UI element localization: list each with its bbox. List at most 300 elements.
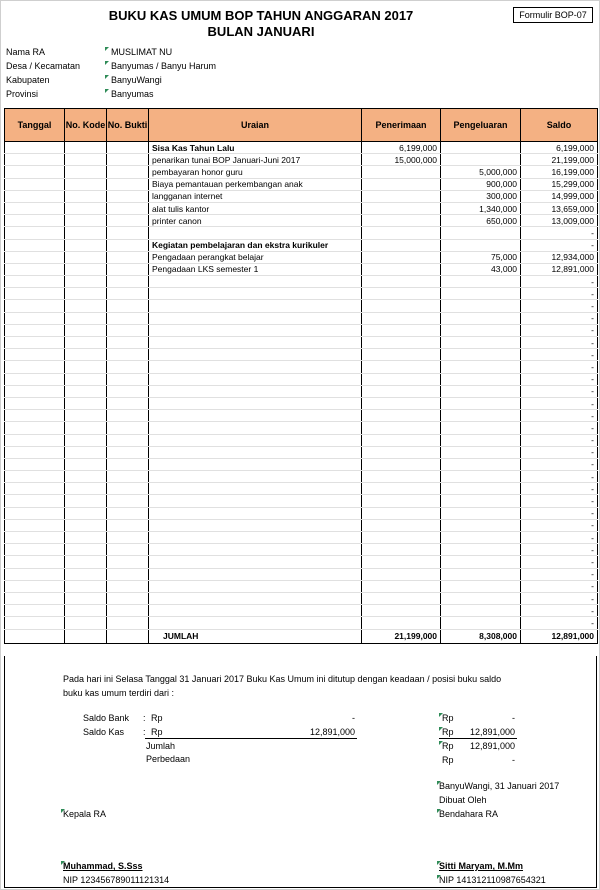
cell-flag-icon [105, 61, 109, 65]
table-row [5, 263, 598, 275]
saldo-bank-colon: : [143, 713, 146, 723]
cell-saldo: - [521, 495, 598, 507]
cell-pengeluaran [441, 385, 521, 397]
right-bank-value: - [512, 713, 515, 723]
cell-uraian: alat tulis kantor [149, 202, 362, 214]
right-kas-rp: Rp [442, 727, 454, 737]
info-label: Nama RA [6, 47, 46, 57]
info-label: Desa / Kecamatan [6, 61, 81, 71]
right-jumlah-rp: Rp [442, 741, 454, 751]
cell-tanggal [5, 605, 65, 617]
cell-saldo: 16,199,000 [521, 166, 598, 178]
cell-no-bukti [107, 324, 149, 336]
cell-pengeluaran: 43,000 [441, 263, 521, 275]
cell-no-kode [65, 605, 107, 617]
cell-uraian: langganan internet [149, 190, 362, 202]
cell-tanggal [5, 202, 65, 214]
cell-uraian [149, 532, 362, 544]
cell-uraian [149, 324, 362, 336]
cell-no-kode [65, 337, 107, 349]
saldo-bank-label: Saldo Bank [83, 713, 130, 723]
table-row [5, 385, 598, 397]
cell-no-kode [65, 385, 107, 397]
cell-penerimaan [362, 166, 441, 178]
cell-penerimaan [362, 300, 441, 312]
col-header-no-bukti: No. Bukti [107, 109, 149, 142]
left-role: Kepala RA [63, 809, 107, 819]
info-label: Provinsi [6, 89, 39, 99]
cell-tanggal [5, 422, 65, 434]
cell-uraian [149, 556, 362, 568]
cell-no-kode [65, 580, 107, 592]
cell-uraian: pembayaran honor guru [149, 166, 362, 178]
cell-tanggal [5, 483, 65, 495]
cell-no-bukti [107, 361, 149, 373]
cell-no-kode [65, 373, 107, 385]
cell-penerimaan [362, 337, 441, 349]
cell-pengeluaran [441, 337, 521, 349]
cell-saldo: 15,299,000 [521, 178, 598, 190]
cell-pengeluaran [441, 154, 521, 166]
cell-pengeluaran [441, 617, 521, 629]
cell-penerimaan [362, 580, 441, 592]
cell-penerimaan [362, 458, 441, 470]
cell-pengeluaran [441, 373, 521, 385]
cell-no-bukti [107, 446, 149, 458]
cell-no-bukti [107, 434, 149, 446]
cell-saldo: - [521, 410, 598, 422]
cell-tanggal [5, 276, 65, 288]
cell-penerimaan [362, 227, 441, 239]
document-subtitle: BULAN JANUARI [207, 24, 315, 39]
cell-penerimaan [362, 251, 441, 263]
total-penerimaan: 21,199,000 [362, 629, 441, 643]
cell-no-kode [65, 397, 107, 409]
cell-saldo: - [521, 288, 598, 300]
cell-no-bukti [107, 580, 149, 592]
cell-pengeluaran [441, 239, 521, 251]
cell-penerimaan [362, 422, 441, 434]
cell-no-kode [65, 568, 107, 580]
cell-penerimaan [362, 276, 441, 288]
cell-pengeluaran [441, 532, 521, 544]
cell-pengeluaran [441, 458, 521, 470]
cell-tanggal [5, 300, 65, 312]
cell-saldo: - [521, 519, 598, 531]
table-row [5, 300, 598, 312]
perbedaan-label: Perbedaan [146, 754, 191, 764]
cell-penerimaan [362, 349, 441, 361]
cell-penerimaan [362, 397, 441, 409]
cell-tanggal [5, 190, 65, 202]
cell-uraian [149, 519, 362, 531]
cell-tanggal [5, 178, 65, 190]
cell-penerimaan [362, 483, 441, 495]
cell-uraian: Pengadaan LKS semester 1 [149, 263, 362, 275]
cell-pengeluaran [441, 288, 521, 300]
table-row [5, 202, 598, 214]
cell-tanggal [5, 434, 65, 446]
table-row [5, 556, 598, 568]
cell-penerimaan [362, 507, 441, 519]
cell-pengeluaran: 5,000,000 [441, 166, 521, 178]
table-row [5, 324, 598, 336]
cell-no-bukti [107, 239, 149, 251]
cell-pengeluaran [441, 300, 521, 312]
cell-tanggal [5, 471, 65, 483]
cell-no-bukti [107, 568, 149, 580]
cell-no-kode [65, 202, 107, 214]
cell-uraian [149, 422, 362, 434]
info-value: BanyuWangi [111, 75, 162, 85]
cell-penerimaan [362, 373, 441, 385]
cell-saldo: 6,199,000 [521, 142, 598, 154]
table-row [5, 349, 598, 361]
cell-tanggal [5, 397, 65, 409]
cell-no-bukti [107, 410, 149, 422]
table-row [5, 154, 598, 166]
cell-pengeluaran [441, 507, 521, 519]
cell-pengeluaran [441, 422, 521, 434]
table-row [5, 568, 598, 580]
cell-no-bukti [107, 507, 149, 519]
cell-pengeluaran [441, 556, 521, 568]
cell-saldo: - [521, 592, 598, 604]
cell-penerimaan: 15,000,000 [362, 154, 441, 166]
cell-no-kode [65, 263, 107, 275]
table-row [5, 617, 598, 629]
saldo-kas-value: 12,891,000 [309, 727, 355, 737]
cell-no-bukti [107, 288, 149, 300]
table-row [5, 312, 598, 324]
cell-saldo: - [521, 544, 598, 556]
cell-no-kode [65, 142, 107, 154]
cell-saldo: - [521, 471, 598, 483]
cell-penerimaan [362, 592, 441, 604]
cell-no-kode [65, 251, 107, 263]
cell-no-bukti [107, 483, 149, 495]
cell-no-kode [65, 507, 107, 519]
cell-no-kode [65, 483, 107, 495]
cell-no-bukti [107, 166, 149, 178]
table-row [5, 532, 598, 544]
cell-no-kode [65, 592, 107, 604]
cell-tanggal [5, 337, 65, 349]
cell-tanggal [5, 532, 65, 544]
cell-penerimaan: 6,199,000 [362, 142, 441, 154]
cell-pengeluaran: 75,000 [441, 251, 521, 263]
table-row [5, 495, 598, 507]
cell-uraian: Kegiatan pembelajaran dan ekstra kurikuler [149, 239, 362, 251]
cell-tanggal [5, 617, 65, 629]
table-row [5, 592, 598, 604]
info-value: Banyumas [111, 89, 154, 99]
cell-penerimaan [362, 312, 441, 324]
cell-no-kode [65, 458, 107, 470]
cell-penerimaan [362, 471, 441, 483]
cell-saldo: - [521, 385, 598, 397]
cell-no-bukti [107, 385, 149, 397]
cell-tanggal [5, 580, 65, 592]
cell-saldo: - [521, 605, 598, 617]
info-label: Kabupaten [6, 75, 50, 85]
cell-penerimaan [362, 215, 441, 227]
table-row [5, 227, 598, 239]
cell-uraian [149, 227, 362, 239]
cell-saldo: - [521, 349, 598, 361]
cell-tanggal [5, 142, 65, 154]
cell-flag-icon [105, 47, 109, 51]
cell-no-bukti [107, 592, 149, 604]
saldo-kas-rp: Rp [151, 727, 163, 737]
right-jumlah-value: 12,891,000 [469, 741, 515, 751]
cell-tanggal [5, 312, 65, 324]
cell-pengeluaran [441, 397, 521, 409]
cell-no-bukti [107, 337, 149, 349]
cell-uraian [149, 544, 362, 556]
table-row [5, 239, 598, 251]
table-row [5, 434, 598, 446]
cell-no-kode [65, 434, 107, 446]
cell-saldo: - [521, 397, 598, 409]
cell-uraian [149, 300, 362, 312]
cell-no-kode [65, 519, 107, 531]
cell-tanggal [5, 373, 65, 385]
cell-tanggal [5, 215, 65, 227]
cell-penerimaan [362, 178, 441, 190]
cell-uraian [149, 373, 362, 385]
made-by-label: Dibuat Oleh [439, 795, 487, 805]
cell-tanggal [5, 166, 65, 178]
cell-uraian [149, 617, 362, 629]
cell-no-kode [65, 300, 107, 312]
table-row [5, 605, 598, 617]
cell-pengeluaran [441, 227, 521, 239]
cell-penerimaan [362, 617, 441, 629]
cell-saldo: - [521, 580, 598, 592]
table-row [5, 215, 598, 227]
cell-no-bukti [107, 312, 149, 324]
cash-book-table [4, 108, 598, 644]
table-row [5, 446, 598, 458]
cell-penerimaan [362, 544, 441, 556]
cell-pengeluaran [441, 434, 521, 446]
saldo-bank-rp: Rp [151, 713, 163, 723]
cell-pengeluaran [441, 410, 521, 422]
cell-uraian [149, 580, 362, 592]
cell-pengeluaran [441, 483, 521, 495]
cell-tanggal [5, 556, 65, 568]
cell-uraian [149, 495, 362, 507]
right-bank-rp: Rp [442, 713, 454, 723]
cell-tanggal [5, 324, 65, 336]
cell-pengeluaran [441, 471, 521, 483]
cell-saldo: 12,934,000 [521, 251, 598, 263]
cell-no-bukti [107, 251, 149, 263]
cell-penerimaan [362, 324, 441, 336]
cell-tanggal [5, 507, 65, 519]
cell-penerimaan [362, 190, 441, 202]
cell-tanggal [5, 154, 65, 166]
cell-penerimaan [362, 556, 441, 568]
cell-uraian: printer canon [149, 215, 362, 227]
cell-no-kode [65, 312, 107, 324]
cell-pengeluaran [441, 605, 521, 617]
cell-uraian: Pengadaan perangkat belajar [149, 251, 362, 263]
cell-no-kode [65, 544, 107, 556]
cell-pengeluaran [441, 349, 521, 361]
cell-tanggal [5, 385, 65, 397]
cell-no-bukti [107, 263, 149, 275]
cell-saldo: 21,199,000 [521, 154, 598, 166]
info-value: MUSLIMAT NU [111, 47, 173, 57]
cell-no-kode [65, 471, 107, 483]
cell-no-bukti [107, 471, 149, 483]
cell-no-kode [65, 288, 107, 300]
right-kas-value: 12,891,000 [469, 727, 515, 737]
cell-tanggal [5, 568, 65, 580]
place-date: BanyuWangi, 31 Januari 2017 [439, 781, 560, 791]
cell-saldo: - [521, 337, 598, 349]
cell-tanggal [5, 629, 65, 643]
cell-saldo: - [521, 312, 598, 324]
cell-saldo: - [521, 276, 598, 288]
col-header-tanggal: Tanggal [5, 109, 65, 142]
cell-no-bukti [107, 227, 149, 239]
cell-saldo: - [521, 434, 598, 446]
cell-saldo: - [521, 556, 598, 568]
cell-no-kode [65, 190, 107, 202]
cell-pengeluaran [441, 324, 521, 336]
cell-uraian [149, 471, 362, 483]
cell-no-kode [65, 215, 107, 227]
table-row [5, 544, 598, 556]
cell-saldo: 13,009,000 [521, 215, 598, 227]
cell-no-bukti [107, 215, 149, 227]
table-row [5, 337, 598, 349]
cell-no-bukti [107, 276, 149, 288]
table-row [5, 483, 598, 495]
cell-penerimaan [362, 410, 441, 422]
cell-uraian [149, 361, 362, 373]
table-row [5, 190, 598, 202]
cell-uraian [149, 592, 362, 604]
cell-no-kode [65, 446, 107, 458]
cell-no-kode [65, 617, 107, 629]
table-row [5, 166, 598, 178]
cell-uraian [149, 312, 362, 324]
table-row [5, 422, 598, 434]
cell-penerimaan [362, 385, 441, 397]
table-row [5, 178, 598, 190]
col-header-no-kode: No. Kode [65, 109, 107, 142]
cell-saldo: - [521, 617, 598, 629]
cell-pengeluaran: 650,000 [441, 215, 521, 227]
cell-saldo: - [521, 300, 598, 312]
table-header-row [5, 109, 598, 142]
cell-tanggal [5, 239, 65, 251]
cell-uraian [149, 410, 362, 422]
cell-penerimaan [362, 568, 441, 580]
cell-no-bukti [107, 202, 149, 214]
cell-no-bukti [107, 617, 149, 629]
table-row [5, 519, 598, 531]
jumlah-label: Jumlah [146, 741, 176, 751]
cell-uraian [149, 397, 362, 409]
cell-saldo: - [521, 458, 598, 470]
cell-pengeluaran: 300,000 [441, 190, 521, 202]
cell-flag-icon [105, 75, 109, 79]
cell-tanggal [5, 458, 65, 470]
cell-uraian: Sisa Kas Tahun Lalu [149, 142, 362, 154]
cell-penerimaan [362, 239, 441, 251]
cell-uraian [149, 349, 362, 361]
cell-tanggal [5, 251, 65, 263]
right-role: Bendahara RA [439, 809, 499, 819]
cell-tanggal [5, 446, 65, 458]
cell-penerimaan [362, 288, 441, 300]
table-row [5, 373, 598, 385]
cell-no-kode [65, 495, 107, 507]
cell-no-bukti [107, 422, 149, 434]
cell-pengeluaran [441, 544, 521, 556]
table-row [5, 507, 598, 519]
cell-uraian [149, 385, 362, 397]
cell-flag-icon [105, 89, 109, 93]
cell-uraian [149, 507, 362, 519]
table-row [5, 251, 598, 263]
cell-no-bukti [107, 556, 149, 568]
cell-no-bukti [107, 544, 149, 556]
table-row [5, 580, 598, 592]
cell-tanggal [5, 519, 65, 531]
cell-pengeluaran [441, 495, 521, 507]
cell-no-kode [65, 178, 107, 190]
cell-penerimaan [362, 446, 441, 458]
cell-no-bukti [107, 519, 149, 531]
cell-saldo: 14,999,000 [521, 190, 598, 202]
cell-saldo: 13,659,000 [521, 202, 598, 214]
cell-tanggal [5, 592, 65, 604]
cell-no-kode [65, 349, 107, 361]
cell-no-bukti [107, 397, 149, 409]
right-perbedaan-value: - [512, 755, 515, 765]
cell-tanggal [5, 495, 65, 507]
cell-pengeluaran [441, 568, 521, 580]
cell-pengeluaran: 1,340,000 [441, 202, 521, 214]
cell-saldo: - [521, 361, 598, 373]
cell-penerimaan [362, 605, 441, 617]
saldo-bank-value: - [352, 713, 355, 723]
cell-no-bukti [107, 605, 149, 617]
cell-no-kode [65, 166, 107, 178]
cell-no-kode [65, 556, 107, 568]
cell-no-kode [65, 276, 107, 288]
cell-saldo: - [521, 507, 598, 519]
saldo-kas-label: Saldo Kas [83, 727, 125, 737]
cell-saldo: - [521, 373, 598, 385]
cell-pengeluaran [441, 361, 521, 373]
table-row [5, 397, 598, 409]
cell-saldo: - [521, 422, 598, 434]
cell-tanggal [5, 288, 65, 300]
cell-pengeluaran [441, 580, 521, 592]
cell-no-bukti [107, 495, 149, 507]
table-row [5, 142, 598, 154]
cell-no-bukti [107, 458, 149, 470]
cell-tanggal [5, 227, 65, 239]
table-row [5, 458, 598, 470]
